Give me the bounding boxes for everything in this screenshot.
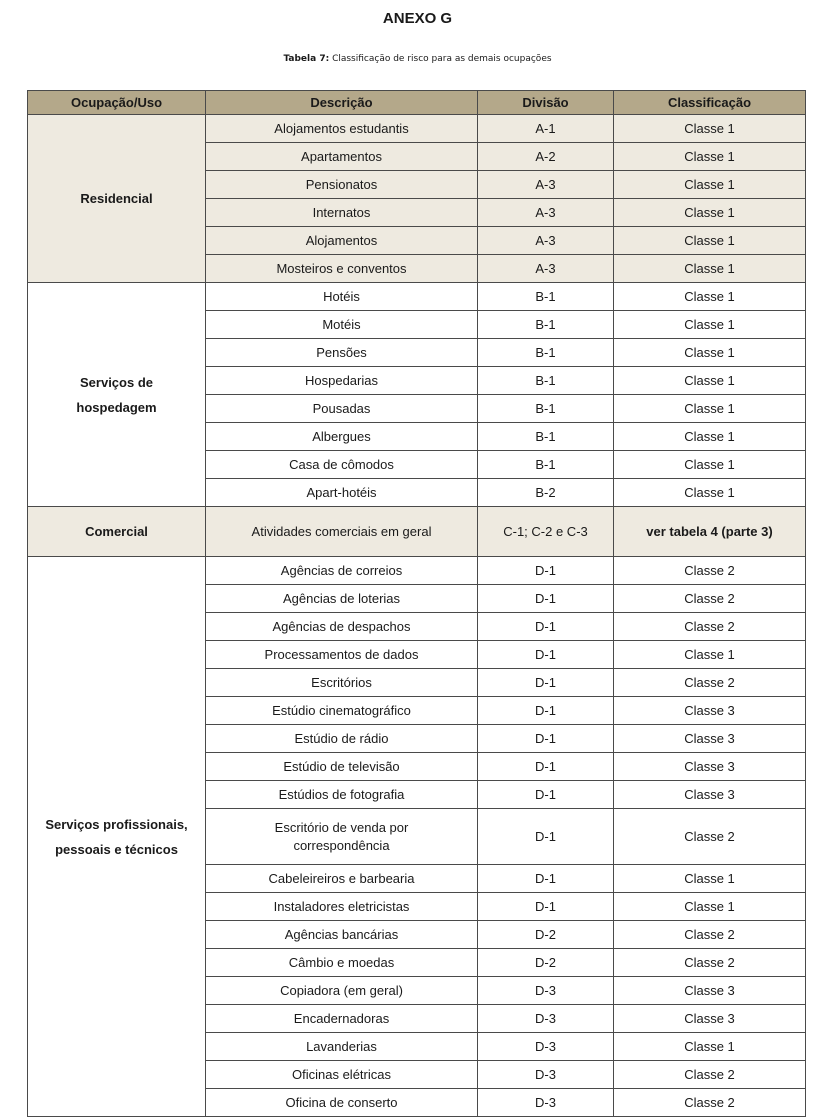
classificacao-cell: Classe 1 — [614, 367, 806, 395]
descricao-line: correspondência — [293, 837, 390, 853]
group-label-line: Serviços de — [80, 374, 153, 390]
divisao-cell: B-1 — [478, 339, 614, 367]
descricao-cell: Cabeleireiros e barbearia — [206, 865, 478, 893]
group-label-line: Serviços profissionais, — [45, 816, 188, 832]
descricao-cell: Escritórios — [206, 669, 478, 697]
descricao-cell: Oficina de conserto — [206, 1089, 478, 1117]
divisao-cell: A-3 — [478, 255, 614, 283]
descricao-cell: Hotéis — [206, 283, 478, 311]
table-row — [28, 507, 806, 557]
classificacao-cell: Classe 1 — [614, 311, 806, 339]
descricao-cell: Apartamentos — [206, 143, 478, 171]
group-label-line: hospedagem — [76, 399, 157, 415]
divisao-cell: D-1 — [478, 613, 614, 641]
descricao-cell: Lavanderias — [206, 1033, 478, 1061]
divisao-cell: B-1 — [478, 311, 614, 339]
risk-classification-table — [27, 90, 806, 1117]
divisao-cell: B-1 — [478, 395, 614, 423]
divisao-cell: D-1 — [478, 725, 614, 753]
classificacao-cell: Classe 1 — [614, 171, 806, 199]
descricao-cell: Pensões — [206, 339, 478, 367]
classificacao-cell: Classe 3 — [614, 697, 806, 725]
descricao-cell: Encadernadoras — [206, 1005, 478, 1033]
divisao-cell: B-1 — [478, 367, 614, 395]
classificacao-cell: Classe 1 — [614, 199, 806, 227]
descricao-cell: Alojamentos estudantis — [206, 115, 478, 143]
classificacao-cell: Classe 1 — [614, 423, 806, 451]
header-ocupacao: Ocupação/Uso — [28, 91, 206, 115]
classificacao-cell: Classe 2 — [614, 1061, 806, 1089]
classificacao-cell: Classe 3 — [614, 725, 806, 753]
divisao-cell: D-2 — [478, 921, 614, 949]
descricao-cell: Alojamentos — [206, 227, 478, 255]
divisao-cell: B-1 — [478, 451, 614, 479]
table-row — [28, 115, 806, 143]
divisao-cell: A-3 — [478, 171, 614, 199]
descricao-cell: Pensionatos — [206, 171, 478, 199]
divisao-cell: D-1 — [478, 781, 614, 809]
group-residencial: Residencial — [28, 115, 206, 283]
classificacao-cell: Classe 1 — [614, 451, 806, 479]
annex-title: ANEXO G — [382, 10, 453, 27]
divisao-cell: A-3 — [478, 199, 614, 227]
caption-text: Classificação de risco para as demais ocupações — [329, 54, 552, 64]
divisao-cell: A-2 — [478, 143, 614, 171]
classificacao-cell: Classe 1 — [614, 227, 806, 255]
descricao-cell: Estúdio cinematográfico — [206, 697, 478, 725]
classificacao-cell: Classe 1 — [614, 893, 806, 921]
group-comercial: Comercial — [28, 507, 206, 557]
classificacao-cell: Classe 1 — [614, 395, 806, 423]
divisao-cell: D-1 — [478, 865, 614, 893]
caption-label: Tabela 7: — [283, 54, 330, 64]
divisao-cell: D-1 — [478, 557, 614, 585]
classificacao-cell: Classe 3 — [614, 781, 806, 809]
descricao-cell: Processamentos de dados — [206, 641, 478, 669]
descricao-cell — [206, 809, 478, 865]
descricao-cell: Mosteiros e conventos — [206, 255, 478, 283]
descricao-cell: Atividades comerciais em geral — [206, 507, 478, 557]
table-row — [28, 283, 806, 311]
descricao-cell: Copiadora (em geral) — [206, 977, 478, 1005]
classificacao-cell: ver tabela 4 (parte 3) — [614, 507, 806, 557]
group-hospedagem — [28, 283, 206, 507]
divisao-cell: D-1 — [478, 585, 614, 613]
table-header-row — [28, 91, 806, 115]
classificacao-cell: Classe 2 — [614, 557, 806, 585]
descricao-cell: Internatos — [206, 199, 478, 227]
divisao-cell: B-2 — [478, 479, 614, 507]
descricao-cell: Estúdios de fotografia — [206, 781, 478, 809]
descricao-cell: Instaladores eletricistas — [206, 893, 478, 921]
classificacao-cell: Classe 1 — [614, 641, 806, 669]
classificacao-cell: Classe 1 — [614, 283, 806, 311]
descricao-cell: Câmbio e moedas — [206, 949, 478, 977]
descricao-cell: Agências de despachos — [206, 613, 478, 641]
classificacao-cell: Classe 1 — [614, 1033, 806, 1061]
group-label-line: pessoais e técnicos — [55, 841, 178, 857]
divisao-cell: B-1 — [478, 423, 614, 451]
divisao-cell: B-1 — [478, 283, 614, 311]
classificacao-cell: Classe 2 — [614, 613, 806, 641]
classificacao-cell: Classe 1 — [614, 865, 806, 893]
classificacao-cell: Classe 3 — [614, 753, 806, 781]
classificacao-cell: Classe 2 — [614, 669, 806, 697]
divisao-cell: D-1 — [478, 893, 614, 921]
descricao-cell: Motéis — [206, 311, 478, 339]
classificacao-cell: Classe 3 — [614, 977, 806, 1005]
header-descricao: Descrição — [206, 91, 478, 115]
classificacao-cell: Classe 2 — [614, 1089, 806, 1117]
divisao-cell: D-1 — [478, 697, 614, 725]
classificacao-cell: Classe 1 — [614, 255, 806, 283]
divisao-cell: D-1 — [478, 641, 614, 669]
descricao-cell: Estúdio de televisão — [206, 753, 478, 781]
header-classificacao: Classificação — [614, 91, 806, 115]
header-divisao: Divisão — [478, 91, 614, 115]
classificacao-cell: Classe 2 — [614, 585, 806, 613]
divisao-cell: D-1 — [478, 809, 614, 865]
classificacao-cell: Classe 1 — [614, 479, 806, 507]
divisao-cell: D-1 — [478, 753, 614, 781]
descricao-cell: Agências bancárias — [206, 921, 478, 949]
descricao-cell: Agências de correios — [206, 557, 478, 585]
descricao-cell: Hospedarias — [206, 367, 478, 395]
classificacao-cell: Classe 3 — [614, 1005, 806, 1033]
descricao-cell: Estúdio de rádio — [206, 725, 478, 753]
descricao-cell: Agências de loterias — [206, 585, 478, 613]
classificacao-cell: Classe 2 — [614, 949, 806, 977]
descricao-cell: Oficinas elétricas — [206, 1061, 478, 1089]
divisao-cell: D-2 — [478, 949, 614, 977]
descricao-cell: Apart-hotéis — [206, 479, 478, 507]
descricao-line: Escritório de venda por — [274, 819, 409, 835]
divisao-cell: A-1 — [478, 115, 614, 143]
classificacao-cell: Classe 1 — [614, 339, 806, 367]
descricao-cell: Casa de cômodos — [206, 451, 478, 479]
classificacao-cell: Classe 1 — [614, 143, 806, 171]
group-profissionais — [28, 557, 206, 1117]
table-row — [28, 557, 806, 585]
classificacao-cell: Classe 2 — [614, 921, 806, 949]
divisao-cell: C-1; C-2 e C-3 — [478, 507, 614, 557]
divisao-cell: D-3 — [478, 977, 614, 1005]
divisao-cell: D-3 — [478, 1033, 614, 1061]
divisao-cell: D-3 — [478, 1005, 614, 1033]
divisao-cell: D-1 — [478, 669, 614, 697]
divisao-cell: A-3 — [478, 227, 614, 255]
classificacao-cell: Classe 2 — [614, 809, 806, 865]
table-caption — [0, 53, 835, 65]
divisao-cell: D-3 — [478, 1089, 614, 1117]
classificacao-cell: Classe 1 — [614, 115, 806, 143]
descricao-cell: Pousadas — [206, 395, 478, 423]
descricao-cell: Albergues — [206, 423, 478, 451]
divisao-cell: D-3 — [478, 1061, 614, 1089]
